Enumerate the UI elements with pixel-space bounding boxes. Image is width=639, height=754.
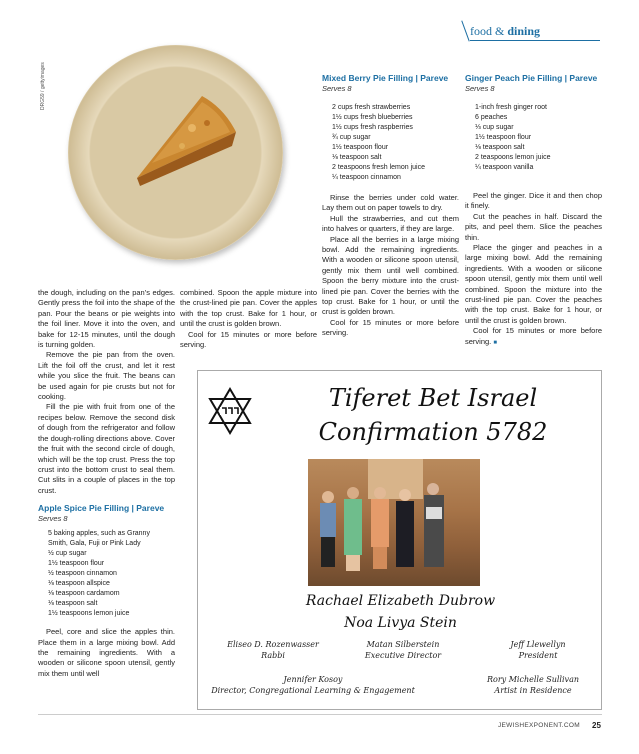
col1-paragraph: the dough, including on the pan’s edges. Gently press the foil into the shape of the pan. Pour the beans or pie weights into the foil liner. Move it into the oven, and bake for 12-15 minutes, until the dough is turning golden. [38,288,175,350]
column-4 [465,73,602,348]
ad-title-line-2: Confirmation 5782 [318,418,548,446]
ingredient-item: ⅛ teaspoon allspice [48,580,110,588]
staff-role: Director, Congregational Learning & Engagement [211,686,415,695]
ingredient-item: 1½ teaspoons lemon juice [48,610,130,618]
col3-paragraph: Cool for 15 minutes or more before serving. [322,317,459,338]
ingredient-item: 1½ cups fresh blueberries [332,114,413,121]
staff-executive-director [343,639,463,661]
staff-director-learning [208,674,418,696]
apple-recipe-serves: Serves 8 [38,514,68,524]
confirmand-name-2: Noa Livya Stein [344,615,457,631]
confirmand-name-1: Rachael Elizabeth Dubrow [305,593,496,609]
berry-recipe-title: Mixed Berry Pie Filling | Pareve [322,73,449,83]
pie-slice-image [132,88,242,198]
col2-paragraph: Cool for 15 minutes or more before serving. [180,329,317,350]
ingredient-item: ¾ cup sugar [332,134,371,141]
ingredient-item: 2 cups fresh strawberries [332,104,411,111]
ingredient-item: 1½ teaspoon flour [48,560,105,568]
ingredient-item: 1½ teaspoon flour [332,144,389,151]
staff-role: President [518,651,558,660]
ad-title [283,381,583,449]
berry-ingredients [332,103,459,183]
star-of-david-logo-icon [206,387,254,435]
col3-paragraph: Place all the berries in a large mixing bowl. Add the remaining ingredients. With a wooden or silicone spoon utensil, gently mix them until well combined. Spoon the berry mixture into the crust-lined pie pan. Cover the berries with the top crust. Bake for 1 hour, or until the crust is golden brown. [322,234,459,317]
staff-name: Rory Michelle Sullivan [487,675,579,684]
ad-title-line-1: Tiferet Bet Israel [328,384,538,412]
staff-name: Jeff Llewellyn [510,640,566,649]
staff-president [483,639,593,661]
ingredient-item: 1½ cups fresh raspberries [332,124,413,131]
photo-credit: DRG59 / gettyimages [40,62,46,110]
ingredient-item: 5 baking apples, such as Granny [48,530,150,538]
col1-paragraph: Peel, core and slice the apples thin. Place them in a large mixing bowl. Add the remaining ingredients. With a wooden or silicone spoon utensil, gently mix them until well [38,627,175,678]
column-2 [180,288,317,350]
col2-body [180,288,317,350]
section-tag: food & dining [470,24,541,38]
ingredient-item: 2 teaspoons lemon juice [475,154,551,161]
column-1 [38,288,175,679]
apple-instructions [38,627,175,679]
col4-last-paragraph-text: Cool for 15 minutes or more before serving. [465,326,602,346]
footer-site: JEWISHEXPONENT.COM [498,722,580,729]
berry-recipe-serves: Serves 8 [322,84,352,93]
ingredient-item: Smith, Gala, Fuji or Pink Lady [48,540,141,548]
ingredient-item: ¼ teaspoon vanilla [475,164,534,171]
staff-name: Jennifer Kosoy [283,675,343,684]
staff-artist-in-residence [468,674,598,696]
confirmation-ad [197,370,602,710]
col1-body [38,288,175,496]
peach-recipe-title: Ginger Peach Pie Filling | Pareve [465,73,598,83]
staff-role: Executive Director [364,651,442,660]
confirmation-group-photo [308,459,480,586]
section-divider-slash [461,20,469,41]
staff-rabbi [218,639,328,661]
ingredient-item: ⅛ teaspoon salt [332,154,382,161]
peach-ingredients [475,103,602,173]
staff-role: Artist in Residence [494,686,572,695]
ingredient-item: ½ teaspoon cinnamon [48,570,117,578]
staff-role: Rabbi [261,651,285,660]
ingredient-item: ⅛ teaspoon salt [48,600,98,608]
col4-paragraph: Cut the peaches in half. Discard the pits, and peel them. Slice the peaches thin. [465,211,602,242]
section-rule [470,40,600,41]
berry-instructions [322,193,459,339]
page-number: 25 [592,721,601,730]
ingredient-item: 1-inch fresh ginger root [475,104,547,111]
ingredient-item: ½ cup sugar [48,550,87,558]
ingredient-item: ¼ teaspoon cinnamon [332,174,401,181]
ingredient-item: 6 peaches [475,114,508,121]
ingredient-item: 1½ teaspoon flour [475,134,532,141]
apple-ingredients [48,529,175,619]
staff-name: Matan Silberstein [366,640,440,649]
peach-recipe-serves: Serves 8 [465,84,495,93]
staff-name: Eliseo D. Rozenwasser [227,640,319,649]
column-3 [322,73,459,339]
ingredient-item: ⅛ teaspoon salt [475,144,525,151]
col4-paragraph [465,326,602,348]
footer-rule [38,714,602,715]
col3-paragraph: Hull the strawberries, and cut them into halves or quarters, if they are large. [322,213,459,234]
ingredient-item: ⅛ teaspoon cardamom [48,590,120,598]
col4-paragraph: Peel the ginger. Dice it and then chop it finely. [465,191,602,211]
ingredient-item: 2 teaspoons fresh lemon juice [332,164,425,171]
end-mark-icon: ■ [493,339,497,346]
col3-paragraph: Rinse the berries under cold water. Lay them out on paper towels to dry. [322,193,459,213]
col2-paragraph: combined. Spoon the apple mixture into the crust-lined pie pan. Cover the apples with the top crust. Bake for 1 hour, or until the crust is golden brown. [180,288,317,329]
col1-paragraph: Remove the pie pan from the oven. Lift the foil off the crust, and let it rest while you slice the fruit. The beans can be used again for pie crusts but not for cooking. [38,350,175,402]
ingredient-item: ⅓ cup sugar [475,124,514,131]
col1-paragraph: Fill the pie with fruit from one of the recipes below. Remove the second disk of dough from the refrigerator and follow the dough-rolling directions above. Cover the fruit with the second circle of dough, which will be the top crust. Press the top crust into the bottom crust to seal them. Cut slits in a couple of places in the top crust. [38,402,175,495]
apple-recipe-title: Apple Spice Pie Filling | Pareve [38,503,165,514]
col4-paragraph: Place the ginger and peaches in a large mixing bowl. Add the remaining ingredients. With a wooden or silicone spoon utensil, gently mix them until well combined. Spoon the mixture into the crust-lined pie pan. Cover the peaches with the top crust. Bake for 1 hour, or until the crust is golden brown. [465,243,602,325]
peach-instructions [465,191,602,348]
